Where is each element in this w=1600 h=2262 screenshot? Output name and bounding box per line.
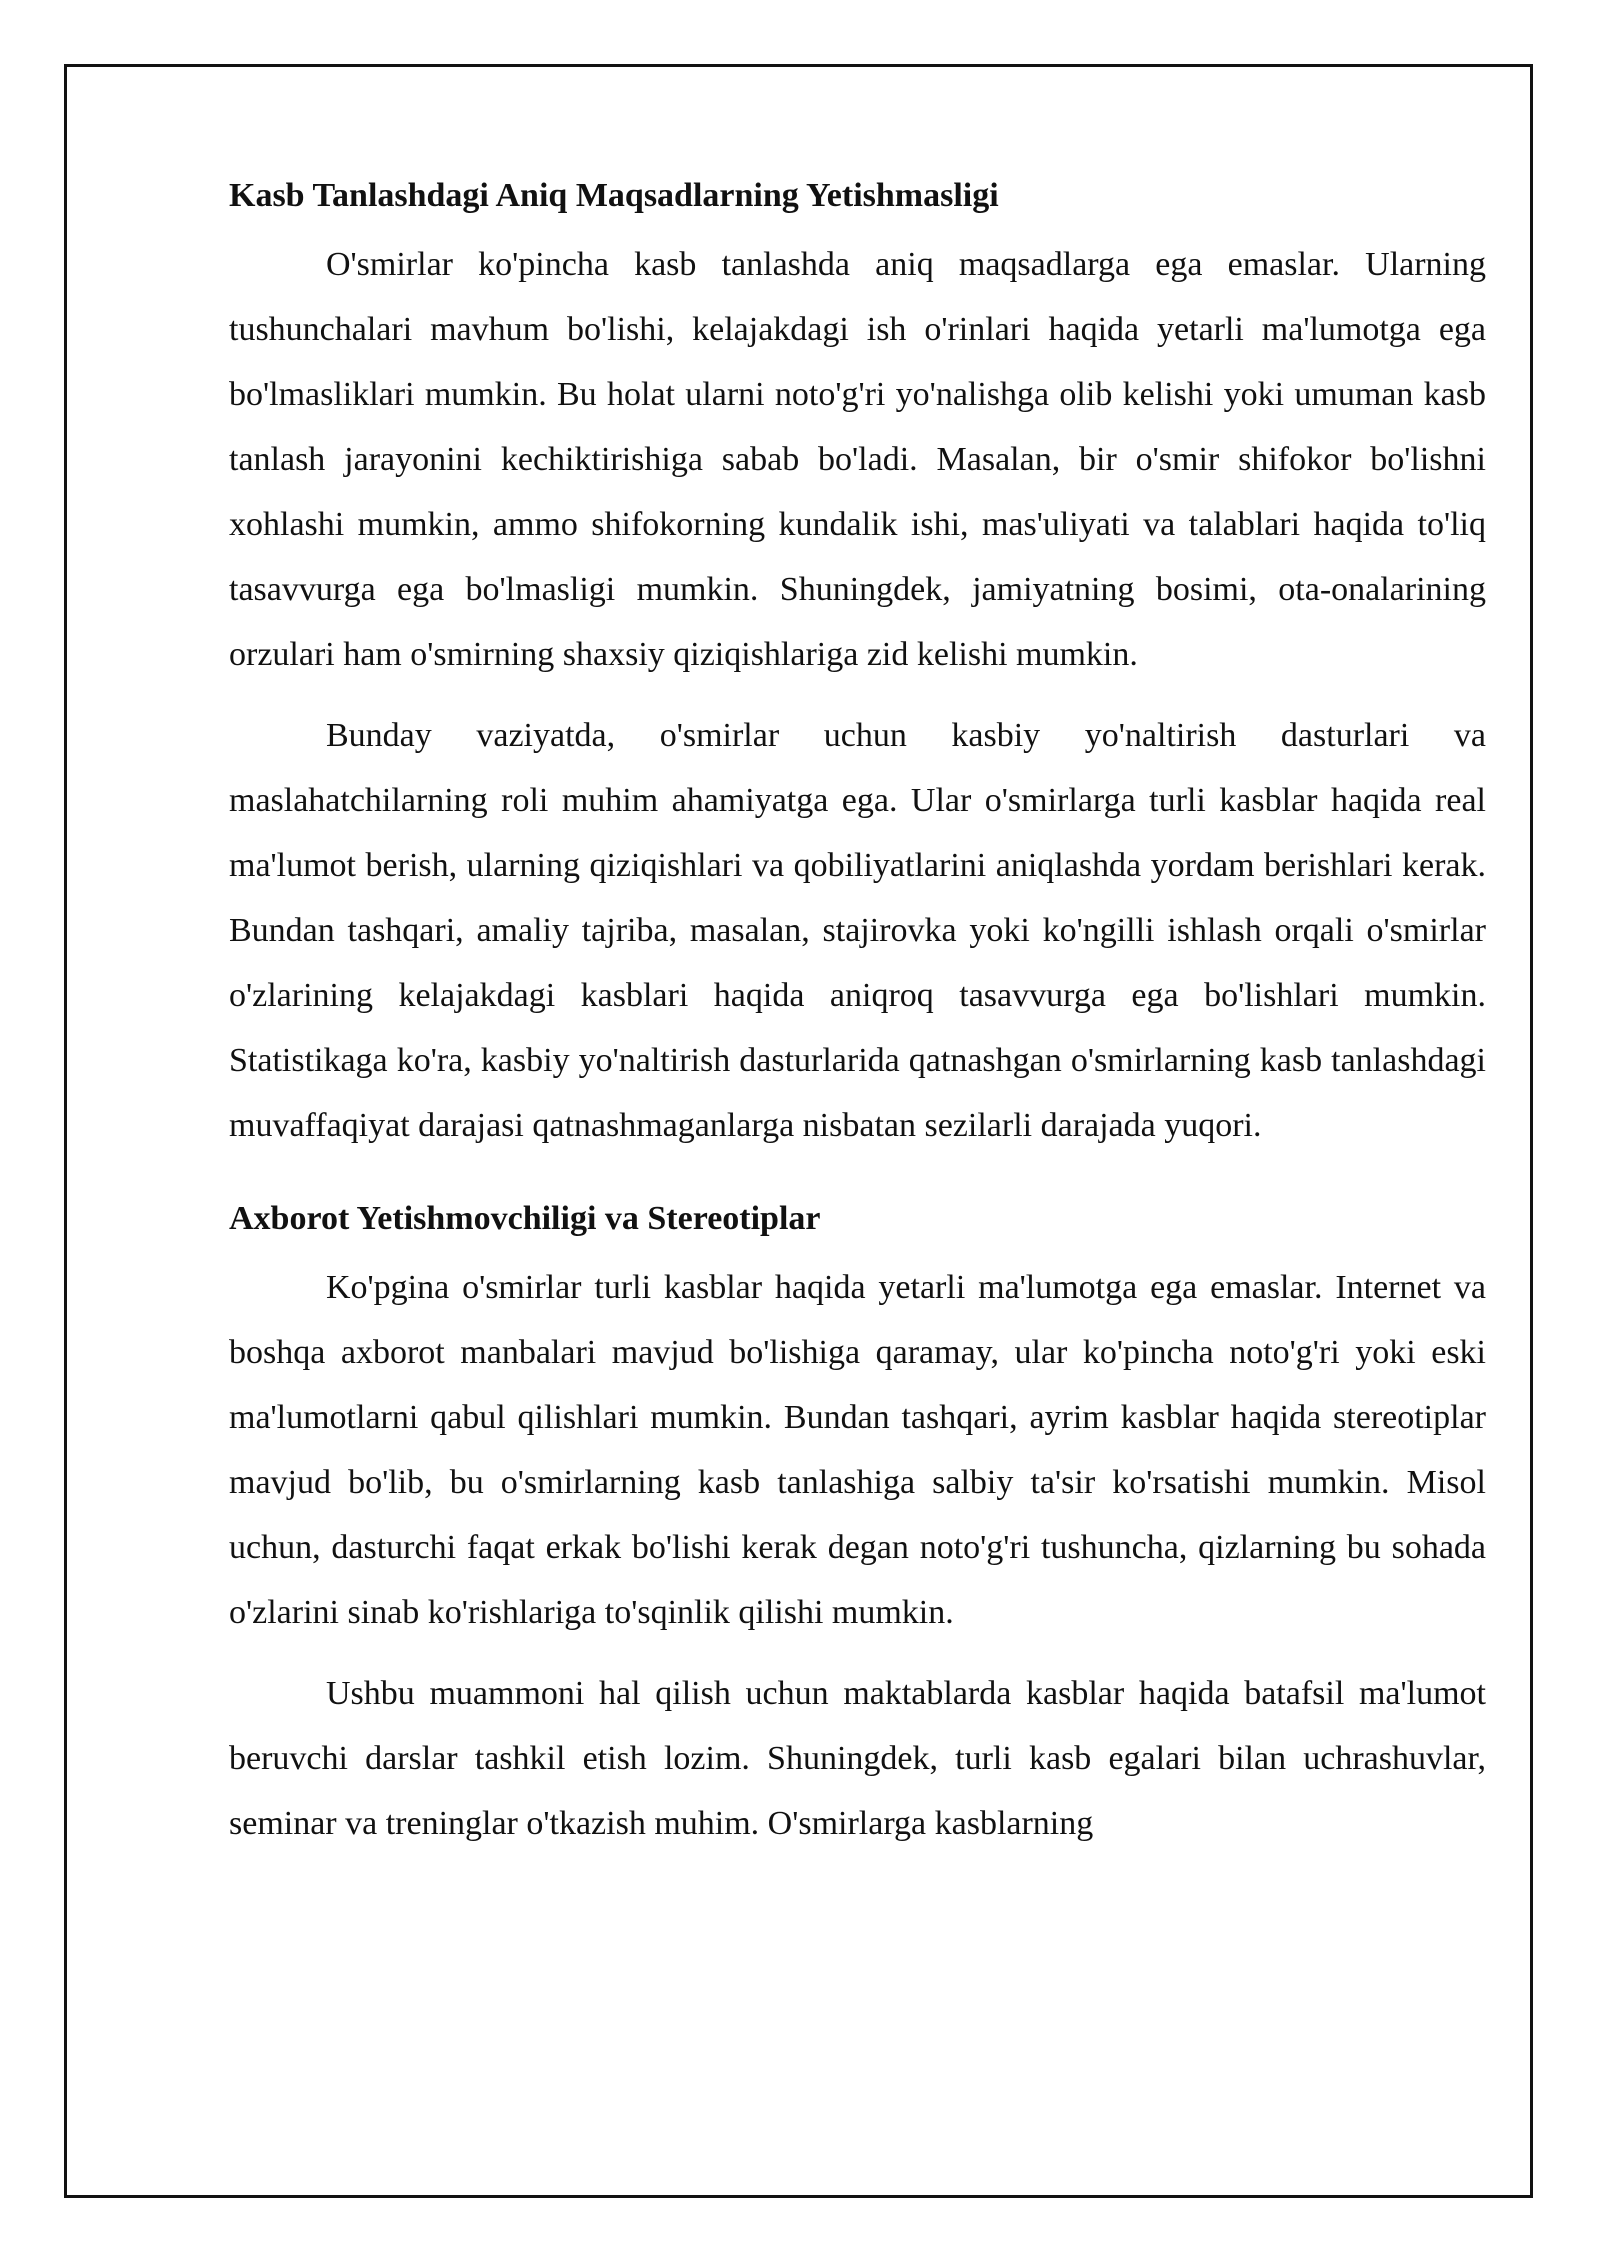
section-heading: Kasb Tanlashdagi Aniq Maqsadlarning Yetishmasligi (229, 177, 999, 214)
body-paragraph: O'smirlar ko'pincha kasb tanlashda aniq maqsadlarga ega emaslar. Ularning tushunchalari mavhum bo'lishi, kelajakdagi ish o'rinlari haqida yetarli ma'lumotga ega bo'lmasliklari mumkin. Bu holat ularni noto'g'ri yo'nalishga olib kelishi yoki umuman kasb tanlash jarayonini kechiktirishiga sabab bo'ladi. Masalan, bir o'smir shifokor bo'lishni xohlashi mumkin, ammo shifokorning kundalik ishi, mas'uliyati va talablari haqida to'liq tasavvurga ega bo'lmasligi mumkin. Shuningdek, jamiyatning bosimi, ota-onalarining orzulari ham o'smirning shaxsiy qiziqishlariga zid kelishi mumkin. (229, 246, 1486, 673)
document-body (229, 172, 1486, 1856)
body-paragraph: Bunday vaziyatda, o'smirlar uchun kasbiy yo'naltirish dasturlari va maslahatchilarning roli muhim ahamiyatga ega. Ular o'smirlarga turli kasblar haqida real ma'lumot berish, ularning qiziqishlari va qobiliyatlarini aniqlashda yordam berishlari kerak. Bundan tashqari, amaliy tajriba, masalan, stajirovka yoki ko'ngilli ishlash orqali o'smirlar o'zlarining kelajakdagi kasblari haqida aniqroq tasavvurga ega bo'lishlari mumkin. Statistikaga ko'ra, kasbiy yo'naltirish dasturlarida qatnashgan o'smirlarning kasb tanlashdagi muvaffaqiyat darajasi qatnashmaganlarga nisbatan sezilarli darajada yuqori. (229, 717, 1486, 1144)
body-paragraph: Ko'pgina o'smirlar turli kasblar haqida yetarli ma'lumotga ega emaslar. Internet va boshqa axborot manbalari mavjud bo'lishiga qaramay, ular ko'pincha noto'g'ri yoki eski ma'lumotlarni qabul qilishlari mumkin. Bundan tashqari, ayrim kasblar haqida stereotiplar mavjud bo'lib, bu o'smirlarning kasb tanlashiga salbiy ta'sir ko'rsatishi mumkin. Misol uchun, dasturchi faqat erkak bo'lishi kerak degan noto'g'ri tushuncha, qizlarning bu sohada o'zlarini sinab ko'rishlariga to'sqinlik qilishi mumkin. (229, 1269, 1486, 1631)
section-heading: Axborot Yetishmovchiligi va Stereotiplar (229, 1200, 821, 1237)
body-paragraph: Ushbu muammoni hal qilish uchun maktablarda kasblar haqida batafsil ma'lumot beruvchi darslar tashkil etish lozim. Shuningdek, turli kasb egalari bilan uchrashuvlar, seminar va treninglar o'tkazish muhim. O'smirlarga kasblarning (229, 1675, 1486, 1842)
